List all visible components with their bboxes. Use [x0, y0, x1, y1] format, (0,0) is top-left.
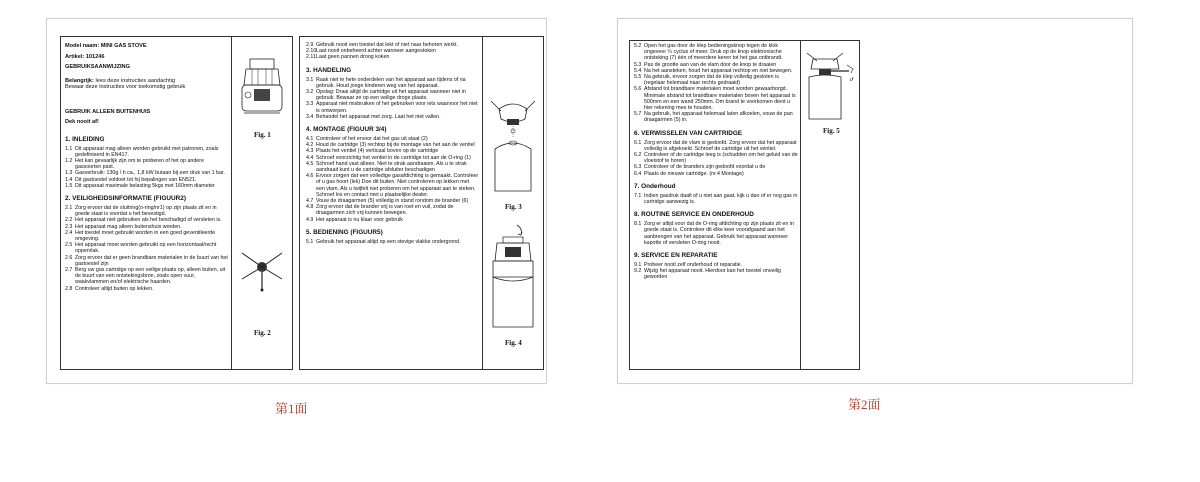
item-text: Opslag: Draai altijd de cartridge uit het apparaat wanneer niet in gebruik. Bewaar ze op een veilige droge plaats.	[316, 89, 466, 102]
item-number: 9.2	[634, 268, 642, 275]
item-text: Zorg er altijd voor dat de O-ring afdichting op zijn plaats zit en in goede staat is. Controleer dit elke keer voorafgaand aan het aanbrengen van het apparaat. Gebruik het apparaat wanneer kapotte of versleten O-ring nooit.	[644, 221, 794, 246]
page1-left-sections	[65, 136, 228, 292]
item-number: 2.5	[65, 242, 73, 249]
item-text: Vouw de draagarmen (5) volledig in stand rondom de brander (6)	[316, 198, 469, 205]
item-text: Zorg ervoor dat er geen brandbare materialen in de buurt van het gastoestel zijn	[75, 254, 228, 267]
item-number: 6.4	[634, 170, 642, 177]
list-item	[634, 193, 798, 205]
item-number: 1.4	[65, 176, 73, 183]
important-text: lees deze instructies aandachtig	[93, 77, 176, 84]
stove-figure-5-image	[803, 49, 859, 121]
item-number: 3.1	[306, 76, 314, 83]
item-number: 4.6	[306, 173, 314, 180]
outdoor-warning: GEBRUIK ALLEEN BUITENHUIS	[65, 108, 151, 115]
list-item	[65, 255, 228, 267]
page1-right-figure-column	[483, 37, 543, 369]
section-items	[634, 193, 798, 205]
item-number: 4.9	[306, 216, 314, 223]
list-item	[65, 146, 228, 158]
item-text: Schroef voorzichtig het ventiel in de cartridge tot aan de O-ring (1)	[316, 154, 471, 161]
list-item	[634, 140, 798, 152]
section-items	[634, 140, 798, 177]
item-number: 1.3	[65, 170, 73, 177]
item-text: Zorg ervoor dat de vlam is gedoofd. Zorg ervoor dat het apparaat volledig is afgekoeld. Schroef de cartridge uit het ventiel.	[644, 139, 797, 152]
item-number: 5.1	[306, 238, 314, 245]
item-number: 6.1	[634, 139, 642, 146]
item-text: Laat nooit onbeheerd achter wanneer aangestoken	[316, 48, 436, 55]
item-text: Dit gastoestel voldoet tot hij bepalingen van EN521.	[75, 176, 197, 183]
section-heading: 7. Onderhoud	[634, 182, 676, 190]
item-text: Dit apparaat maximale belasting 5kgs met 160mm diameter	[75, 182, 215, 189]
item-text: Apparaat niet misbruiken of het gebruiken voor iets waarvoor het niet is ontworpen.	[316, 101, 478, 114]
item-number: 3.2	[306, 89, 314, 96]
item-text: Controleer of de branders zijn gedoofd voordat u de	[644, 164, 766, 171]
item-number: 2.7	[65, 266, 73, 273]
section-heading: 4. MONTAGE (FIGUUR 3/4)	[306, 126, 387, 134]
item-text: Schroef hand vast alleen. Niet te strak aandraaien. Als u te strak aandraait kunt u de cartridge afsluiter beschadigen	[316, 160, 467, 174]
page-1-label: 第1面	[275, 401, 308, 416]
section-items	[306, 136, 479, 223]
list-item	[65, 183, 228, 189]
stove-figure-1-image	[240, 55, 284, 117]
item-text: Ervoor zorgen dat een volledige gasafdichting is gemaakt. Controleer of u gas hoort (lek) Doe dit buiten. Niet controleren op lekken met een vlam. Als u twijfelt niet proberen om het apparaat aan te steken. Schroef los en contact met u plaatselijke dealer.	[316, 173, 479, 198]
list-item	[65, 230, 228, 242]
item-text: Plaats de nieuwe cartridge. (nr.4 Montage)	[644, 170, 744, 177]
page1-left-frame	[60, 36, 293, 370]
item-text: Raak niet te hete onderdelen van het apparaat aan tijdens of na gebruik. Houd jonge kinderen weg van het apparaat.	[316, 76, 466, 89]
item-text: Dit apparaat mag alleen worden gebruikt met patronen, zoals gedefinieerd in EN417.	[75, 145, 219, 158]
page2-sections	[634, 130, 798, 281]
list-item	[634, 86, 798, 111]
section-items	[306, 239, 479, 245]
document-page-1	[46, 18, 547, 384]
item-text: Pas de grootte aan van de vlam door de knop te draaien	[644, 61, 777, 68]
page1-right-top-items	[306, 42, 479, 61]
item-text: Controleer of het ervoor dat het gas uit staat (2)	[316, 136, 428, 143]
section-heading: 8. ROUTINE SERVICE EN ONDERHOUD	[634, 211, 754, 219]
item-number: 8.1	[634, 221, 642, 228]
item-number: 4.2	[306, 142, 314, 149]
svg-text:↺: ↺	[849, 77, 854, 83]
item-number: 6.2	[634, 152, 642, 159]
figure-3-label: Fig. 3	[505, 203, 522, 211]
item-number: 2.4	[65, 229, 73, 236]
item-number: 2.11	[306, 54, 316, 61]
page-2-label: 第2面	[848, 397, 881, 412]
list-item	[306, 204, 479, 216]
item-number: 2.6	[65, 254, 73, 261]
item-number: 2.3	[65, 223, 73, 230]
item-number: 1.1	[65, 145, 73, 152]
list-item	[634, 74, 798, 86]
item-number: 5.7	[634, 111, 642, 118]
page2-text	[634, 43, 798, 281]
section-items	[65, 205, 228, 292]
list-item	[306, 101, 479, 113]
figure-2-label: Fig. 2	[254, 329, 271, 337]
item-text: Gasverbruik: 130g / h ca., 1,8 kW butaan bij een druk van 1 bar.	[75, 170, 225, 177]
figure-4-label: Fig. 4	[505, 339, 522, 347]
list-item	[634, 268, 798, 280]
item-text: Controleer altijd buiten op lekken.	[75, 285, 154, 292]
item-text: Afstand tot brandbare materialen moet worden gewaarborgd. Minimale afstand tot brandbare materialen boven het apparaat is 500mm en een wand 250mm. Om brand te voorkomen dient u hier rekening mee te houden.	[644, 86, 796, 112]
stove-figure-3-image	[485, 93, 541, 197]
page1-figure-column	[232, 37, 292, 369]
list-item	[306, 161, 479, 173]
item-text: Houd de cartridge (3) rechtop bij de montage van het aan de ventiel	[316, 142, 475, 149]
section-items	[306, 77, 479, 120]
important-label: Belangrijk:	[65, 77, 94, 84]
list-item	[306, 54, 479, 60]
item-number: 1.5	[65, 182, 73, 189]
list-item	[634, 152, 798, 164]
item-text: Na het aansteken, houd het apparaat rechtop en niet bewegen.	[644, 67, 793, 74]
item-number: 5.4	[634, 67, 642, 74]
section-items	[634, 262, 798, 281]
article-number: Artikel: 101246	[65, 53, 105, 60]
item-number: 7.1	[634, 192, 642, 199]
section-heading: 5. BEDIENING (FIGUUR5)	[306, 228, 383, 236]
item-number: 2.1	[65, 204, 73, 211]
section-heading: 9. SERVICE EN REPARATIE	[634, 252, 718, 260]
manual-title: GEBRUIKSAANWIJZING	[65, 64, 130, 70]
model-name: Model naam: MINI GAS STOVE	[65, 43, 147, 49]
item-text: Probeer nooit zelf onderhoud of reparatie.	[644, 262, 743, 269]
cover-warning: Dek nooit af!	[65, 119, 99, 125]
item-number: 2.10	[306, 48, 317, 55]
item-text: Controleer of de cartridge leeg is (schudden om het geluid van de vloeistof te horen)	[644, 152, 798, 165]
item-number: 4.8	[306, 204, 314, 211]
section-heading: 2. VEILIGHEIDSINFORMATIE (FIGUUR2)	[65, 194, 186, 202]
item-text: Wijzig het apparaat nooit. Hierdoor kan het toestel onveilig geworden	[644, 268, 781, 281]
list-item	[306, 114, 479, 120]
item-number: 9.1	[634, 262, 642, 269]
item-number: 4.3	[306, 148, 314, 155]
item-text: Indien gasdruk daalt of u niet aan gaat, kijk u dan of er nog gas in cartridge aanwezig is.	[644, 192, 798, 206]
document-page-2	[617, 18, 1133, 384]
page2-top-items	[634, 43, 798, 124]
item-number: 4.1	[306, 136, 314, 143]
item-text: Na gebruik, het apparaat helemaal laten afkoelen, vouw de pan draagarmen (5) in.	[644, 111, 793, 124]
item-number: 5.2	[634, 43, 642, 49]
list-item	[65, 158, 228, 170]
list-item	[306, 217, 479, 223]
item-text: Het apparaat is nu klaar voor gebruik	[316, 216, 403, 223]
page1-right-frame	[299, 36, 544, 370]
list-item	[65, 242, 228, 254]
item-text: Laat geen pannen droog koken	[316, 54, 390, 61]
figure-1-label: Fig. 1	[254, 131, 271, 139]
item-number: 5.6	[634, 86, 642, 93]
item-number: 3.3	[306, 101, 314, 108]
list-item	[634, 221, 798, 246]
item-number: 5.5	[634, 74, 642, 81]
item-number: 2.2	[65, 217, 73, 224]
stove-figure-2-image	[238, 243, 286, 293]
item-number: 6.3	[634, 164, 642, 171]
item-text: Berg uw gas cartridge op een veilige plaats op, alleen buiten, uit de buurt van een ontstekingsbron, zoals open vuur, waakvlammen en/of elektrische haarden.	[75, 266, 226, 286]
item-text: Het apparaat niet gebruiken als het beschadigd of versleten is.	[75, 217, 222, 224]
page1-right-sections	[306, 67, 479, 245]
list-item	[634, 111, 798, 123]
item-text: Het toestel moet gebruikt worden in een goed geventileerde omgeving.	[75, 229, 216, 242]
item-number: 4.7	[306, 198, 314, 205]
list-item	[306, 239, 479, 245]
page1-left-text	[65, 41, 228, 292]
section-items	[634, 221, 798, 246]
figure-5-label: Fig. 5	[823, 127, 840, 135]
page1-right-text	[306, 42, 479, 245]
section-heading: 1. INLEIDING	[65, 135, 105, 143]
section-heading: 6. VERWISSELEN VAN CARTRIDGE	[634, 129, 743, 137]
item-text: Gebruik het apparaat altijd op een stevige vlakke ondergrond.	[316, 238, 461, 245]
item-text: Zorg ervoor dat de brander vrij is van roet en vuil, zodat de draagarmen zich vrij kunnen bewegen.	[316, 204, 454, 217]
stove-figure-4-image	[485, 221, 541, 333]
list-item	[65, 286, 228, 292]
list-item	[634, 43, 798, 62]
item-text: Het kan gevaarlijk zijn om te proberen of het op andere gassoorten past.	[75, 157, 204, 171]
item-number: 5.3	[634, 61, 642, 68]
list-item	[634, 171, 798, 177]
item-number: 4.4	[306, 154, 314, 161]
item-number: 2.8	[65, 285, 73, 292]
item-text: Het apparaat mag alleen buitenshuis worden.	[75, 223, 182, 230]
list-item	[65, 267, 228, 286]
page2-frame	[629, 40, 860, 370]
item-number: 4.5	[306, 160, 314, 167]
list-item	[65, 205, 228, 217]
page2-figure-column	[801, 41, 859, 369]
item-number: 1.2	[65, 157, 73, 164]
item-text: Plaats het ventiel (4) verticaal boven op de cartridge	[316, 148, 439, 155]
item-text: Het apparaat moet worden gebruikt op een horizontaal/recht oppervlak.	[75, 242, 217, 255]
item-text: Behandel het apparaat met zorg. Laat het niet vallen.	[316, 113, 441, 120]
keep-instructions: Bewaar deze instructies voor toekomstig gebruik	[65, 84, 186, 90]
list-item	[306, 173, 479, 198]
item-text: Open het gas door de klep bedieningsknop tegen de klok ongeveer ¼ cyclus of meer. Druk op de knop elektronische ontsteking (7) één of meerdere keren tot het gas ontbrandt.	[644, 43, 783, 62]
list-item	[306, 77, 479, 89]
section-heading: 3. HANDELING	[306, 66, 352, 74]
section-items	[65, 146, 228, 189]
item-number: 2.9	[306, 42, 314, 48]
list-item	[306, 89, 479, 101]
item-text: Gebruik nooit een toestel dat lekt of niet naar behoren werkt.	[316, 42, 458, 48]
item-number: 3.4	[306, 113, 314, 120]
item-text: Zorg ervoor dat de sluitring(o-ring/nr1) op zijn plaats zit en in goede staat is voordat u het bevestigd.	[75, 204, 217, 218]
item-text: Na gebruik, ervoor zorgen dat de klep volledig gesloten is (regelaar helemaal naar rechts gedraaid)	[644, 74, 779, 87]
